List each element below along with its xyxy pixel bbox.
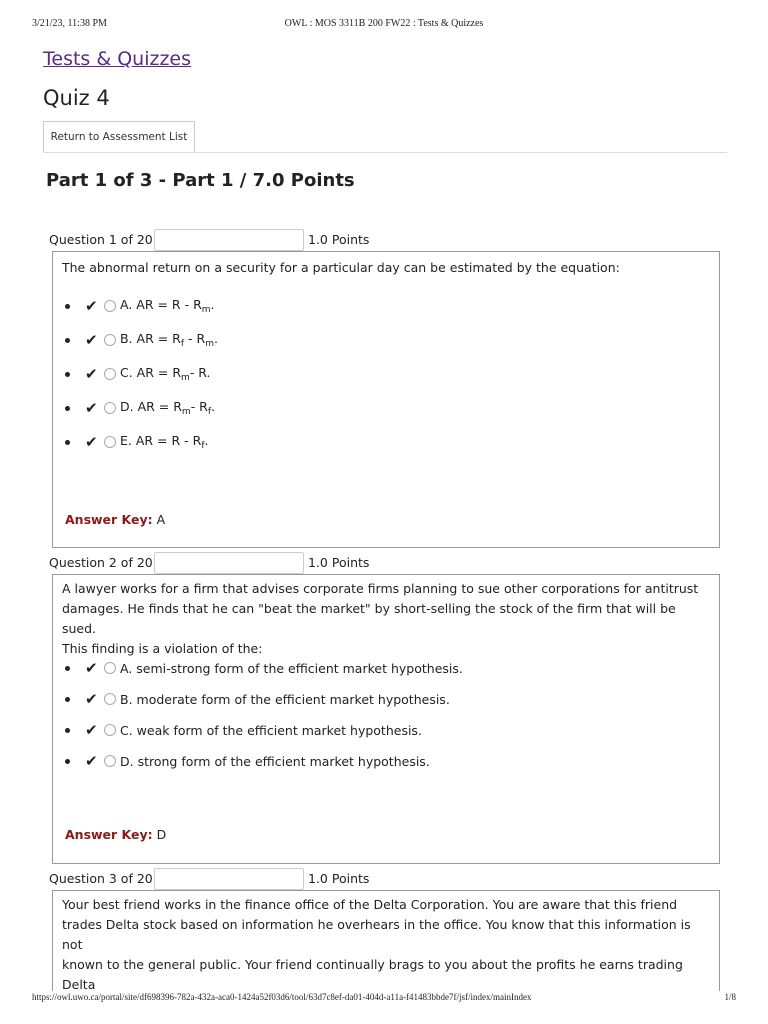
question-header bbox=[49, 229, 719, 251]
question-header bbox=[49, 552, 719, 574]
option-label: C. AR = $R_m-$ R. bbox=[120, 365, 211, 383]
option-label: B. moderate form of the efficient market hypothesis. bbox=[120, 691, 450, 707]
bullet bbox=[65, 304, 70, 309]
quiz-title: Quiz 4 bbox=[43, 86, 110, 110]
option-label: B. AR = $R_f - R_m$. bbox=[120, 331, 218, 349]
question-score-input[interactable] bbox=[154, 552, 304, 574]
option-d bbox=[65, 751, 430, 771]
question-points: 1.0 Points bbox=[308, 232, 370, 247]
question-number: Question 3 of 20 bbox=[49, 871, 153, 886]
bullet bbox=[65, 728, 70, 733]
question-box bbox=[52, 890, 720, 991]
question-text-line: A lawyer works for a firm that advises corporate firms planning to sue other corporations for antitrust bbox=[62, 581, 699, 596]
option-b bbox=[65, 330, 218, 350]
radio-empty-icon[interactable] bbox=[104, 334, 116, 346]
radio-empty-icon[interactable] bbox=[104, 755, 116, 767]
check-icon: ✔ bbox=[85, 689, 98, 708]
question-number: Question 1 of 20 bbox=[49, 232, 153, 247]
answer-key-label: Answer Key: bbox=[65, 827, 153, 842]
option-c bbox=[65, 364, 211, 384]
bullet bbox=[65, 406, 70, 411]
question-header bbox=[49, 868, 719, 890]
option-a bbox=[65, 658, 463, 678]
option-e bbox=[65, 432, 209, 452]
radio-empty-icon[interactable] bbox=[104, 300, 116, 312]
option-label: A. AR = R - $R_m$. bbox=[120, 297, 215, 315]
question-text: The abnormal return on a security for a particular day can be estimated by the equation: bbox=[62, 260, 620, 275]
option-c bbox=[65, 720, 422, 740]
bullet bbox=[65, 440, 70, 445]
answer-key-label: Answer Key: bbox=[65, 512, 153, 527]
part-title: Part 1 of 3 - Part 1 / 7.0 Points bbox=[46, 170, 355, 191]
question-text-line: Your best friend works in the finance office of the Delta Corporation. You are aware that this friend bbox=[62, 897, 678, 912]
question-text-line: This finding is a violation of the: bbox=[62, 641, 263, 656]
option-label: E. AR = R - $R_f$. bbox=[120, 433, 209, 451]
answer-key-value: D bbox=[156, 827, 167, 842]
check-icon: ✔ bbox=[85, 398, 98, 417]
question-text-line: known to the general public. Your friend continually brags to you about the profits he earns trading Delta bbox=[62, 957, 683, 992]
radio-empty-icon[interactable] bbox=[104, 693, 116, 705]
check-icon: ✔ bbox=[85, 432, 98, 451]
question-score-input[interactable] bbox=[154, 868, 304, 890]
question-points: 1.0 Points bbox=[308, 871, 370, 886]
answer-key bbox=[65, 512, 165, 527]
question-box bbox=[52, 251, 720, 548]
radio-empty-icon[interactable] bbox=[104, 724, 116, 736]
question-number: Question 2 of 20 bbox=[49, 555, 153, 570]
option-label: D. strong form of the efficient market hypothesis. bbox=[120, 753, 430, 769]
tests-quizzes-link[interactable]: Tests & Quizzes bbox=[43, 48, 192, 70]
page-number: 1/8 bbox=[724, 992, 736, 1002]
radio-empty-icon[interactable] bbox=[104, 436, 116, 448]
bullet bbox=[65, 666, 70, 671]
answer-key-value: A bbox=[156, 512, 166, 527]
question-text bbox=[62, 579, 709, 659]
check-icon: ✔ bbox=[85, 296, 98, 315]
bullet bbox=[65, 697, 70, 702]
option-a bbox=[65, 296, 215, 316]
tab-divider bbox=[43, 152, 727, 153]
check-icon: ✔ bbox=[85, 658, 98, 677]
option-label: D. AR = $R_m-$ $R_f$. bbox=[120, 399, 216, 417]
print-date: 3/21/23, 11:38 PM bbox=[32, 18, 107, 29]
check-icon: ✔ bbox=[85, 364, 98, 383]
bullet bbox=[65, 372, 70, 377]
bullet bbox=[65, 759, 70, 764]
question-box bbox=[52, 574, 720, 864]
check-icon: ✔ bbox=[85, 330, 98, 349]
radio-empty-icon[interactable] bbox=[104, 368, 116, 380]
option-d bbox=[65, 398, 215, 418]
print-title: OWL : MOS 3311B 200 FW22 : Tests & Quizzes bbox=[284, 18, 484, 29]
answer-key bbox=[65, 827, 166, 842]
option-label: C. weak form of the efficient market hypothesis. bbox=[120, 722, 422, 738]
question-text-line: damages. He finds that he can "beat the market" by short-selling the stock of the firm that will be sued. bbox=[62, 601, 676, 636]
option-b bbox=[65, 689, 450, 709]
print-url: https://owl.uwo.ca/portal/site/df698396-782a-432a-aca0-1424a52f03d6/tool/63d7c8ef-da01-404d-a11a-f41483bbde7f/jsf/index/mainIndex bbox=[32, 992, 532, 1002]
print-header bbox=[32, 18, 736, 32]
print-footer bbox=[32, 992, 736, 1006]
check-icon: ✔ bbox=[85, 751, 98, 770]
question-text-line: trades Delta stock based on information he overhears in the office. You know that this information is not bbox=[62, 917, 691, 952]
option-label: A. semi-strong form of the efficient market hypothesis. bbox=[120, 660, 463, 676]
return-to-assessment-list-button[interactable]: Return to Assessment List bbox=[43, 121, 195, 152]
check-icon: ✔ bbox=[85, 720, 98, 739]
question-score-input[interactable] bbox=[154, 229, 304, 251]
bullet bbox=[65, 338, 70, 343]
radio-empty-icon[interactable] bbox=[104, 402, 116, 414]
question-points: 1.0 Points bbox=[308, 555, 370, 570]
question-text bbox=[62, 895, 709, 995]
radio-empty-icon[interactable] bbox=[104, 662, 116, 674]
